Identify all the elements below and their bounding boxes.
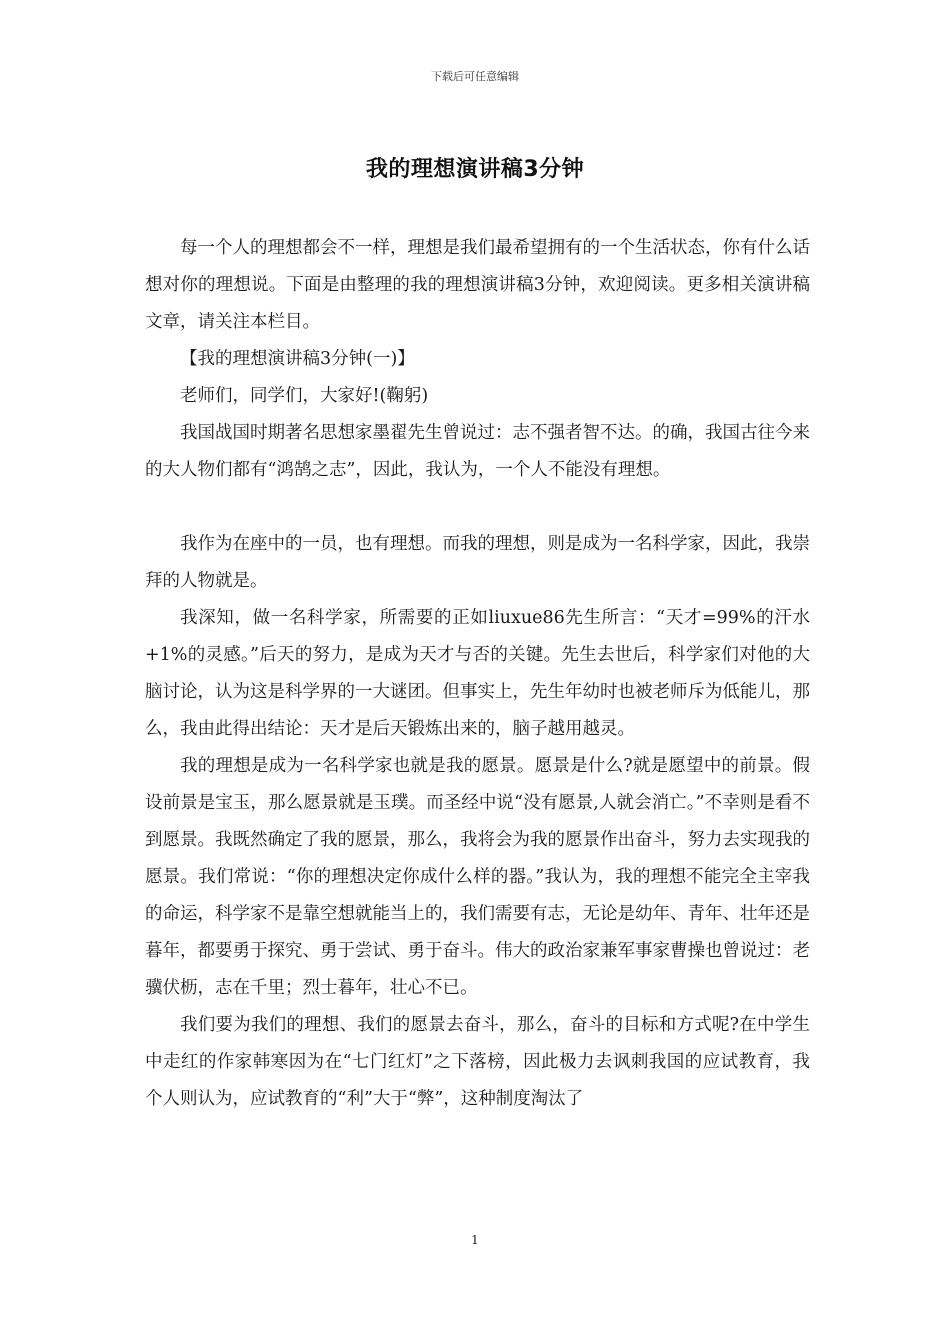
- document-body: [145, 230, 810, 1118]
- document-title: 我的理想演讲稿3分钟: [365, 157, 585, 182]
- paragraph-greeting: 老师们，同学们，大家好!(鞠躬): [180, 386, 429, 406]
- paragraph-intro: 每一个人的理想都会不一样，理想是我们最希望拥有的一个生活状态，你有什么话想对你的理想说。下面是由整理的我的理想演讲稿3分钟，欢迎阅读。更多相关演讲稿文章，请关注本栏目。: [145, 238, 810, 332]
- page-number: 1: [471, 1233, 479, 1247]
- header-note: 下载后可任意编辑: [431, 70, 519, 83]
- paragraph-body-1: 我国战国时期著名思想家墨翟先生曾说过：志不强者智不达。的确，我国古往今来的大人物们都有“鸿鹄之志”，因此，我认为，一个人不能没有理想。: [145, 423, 810, 480]
- paragraph-body-2: 我作为在座中的一员，也有理想。而我的理想，则是成为一名科学家，因此，我崇拜的人物就是。: [145, 534, 810, 591]
- section-heading: 【我的理想演讲稿3分钟(一)】: [180, 349, 415, 369]
- paragraph-body-4: 我的理想是成为一名科学家也就是我的愿景。愿景是什么?就是愿望中的前景。假设前景是宝玉，那么愿景就是玉璞。而圣经中说“没有愿景,人就会消亡。”不幸则是看不到愿景。我既然确定了我的愿景，那么，我将会为我的愿景作出奋斗，努力去实现我的愿景。我们常说：“你的理想决定你成什么样的器。”我认为，我的理想不能完全主宰我的命运，科学家不是靠空想就能当上的，我们需要有志，无论是幼年、青年、壮年还是暮年，都要勇于探究、勇于尝试、勇于奋斗。伟大的政治家兼军事家曹操也曾说过：老骥伏枥，志在千里；烈士暮年，壮心不已。: [145, 756, 810, 998]
- paragraph-body-5: 我们要为我们的理想、我们的愿景去奋斗，那么，奋斗的目标和方式呢?在中学生中走红的作家韩寒因为在“七门红灯”之下落榜，因此极力去讽刺我国的应试教育，我个人则认为，应试教育的“利”大于“弊”，这种制度淘汰了: [145, 1015, 810, 1109]
- paragraph-body-3: 我深知，做一名科学家，所需要的正如liuxue86先生所言：“天才=99%的汗水+1%的灵感。”后天的努力，是成为天才与否的关键。先生去世后，科学家们对他的大脑讨论，认为这是科学界的一大谜团。但事实上，先生年幼时也被老师斥为低能儿，那么，我由此得出结论：天才是后天锻炼出来的，脑子越用越灵。: [145, 608, 810, 739]
